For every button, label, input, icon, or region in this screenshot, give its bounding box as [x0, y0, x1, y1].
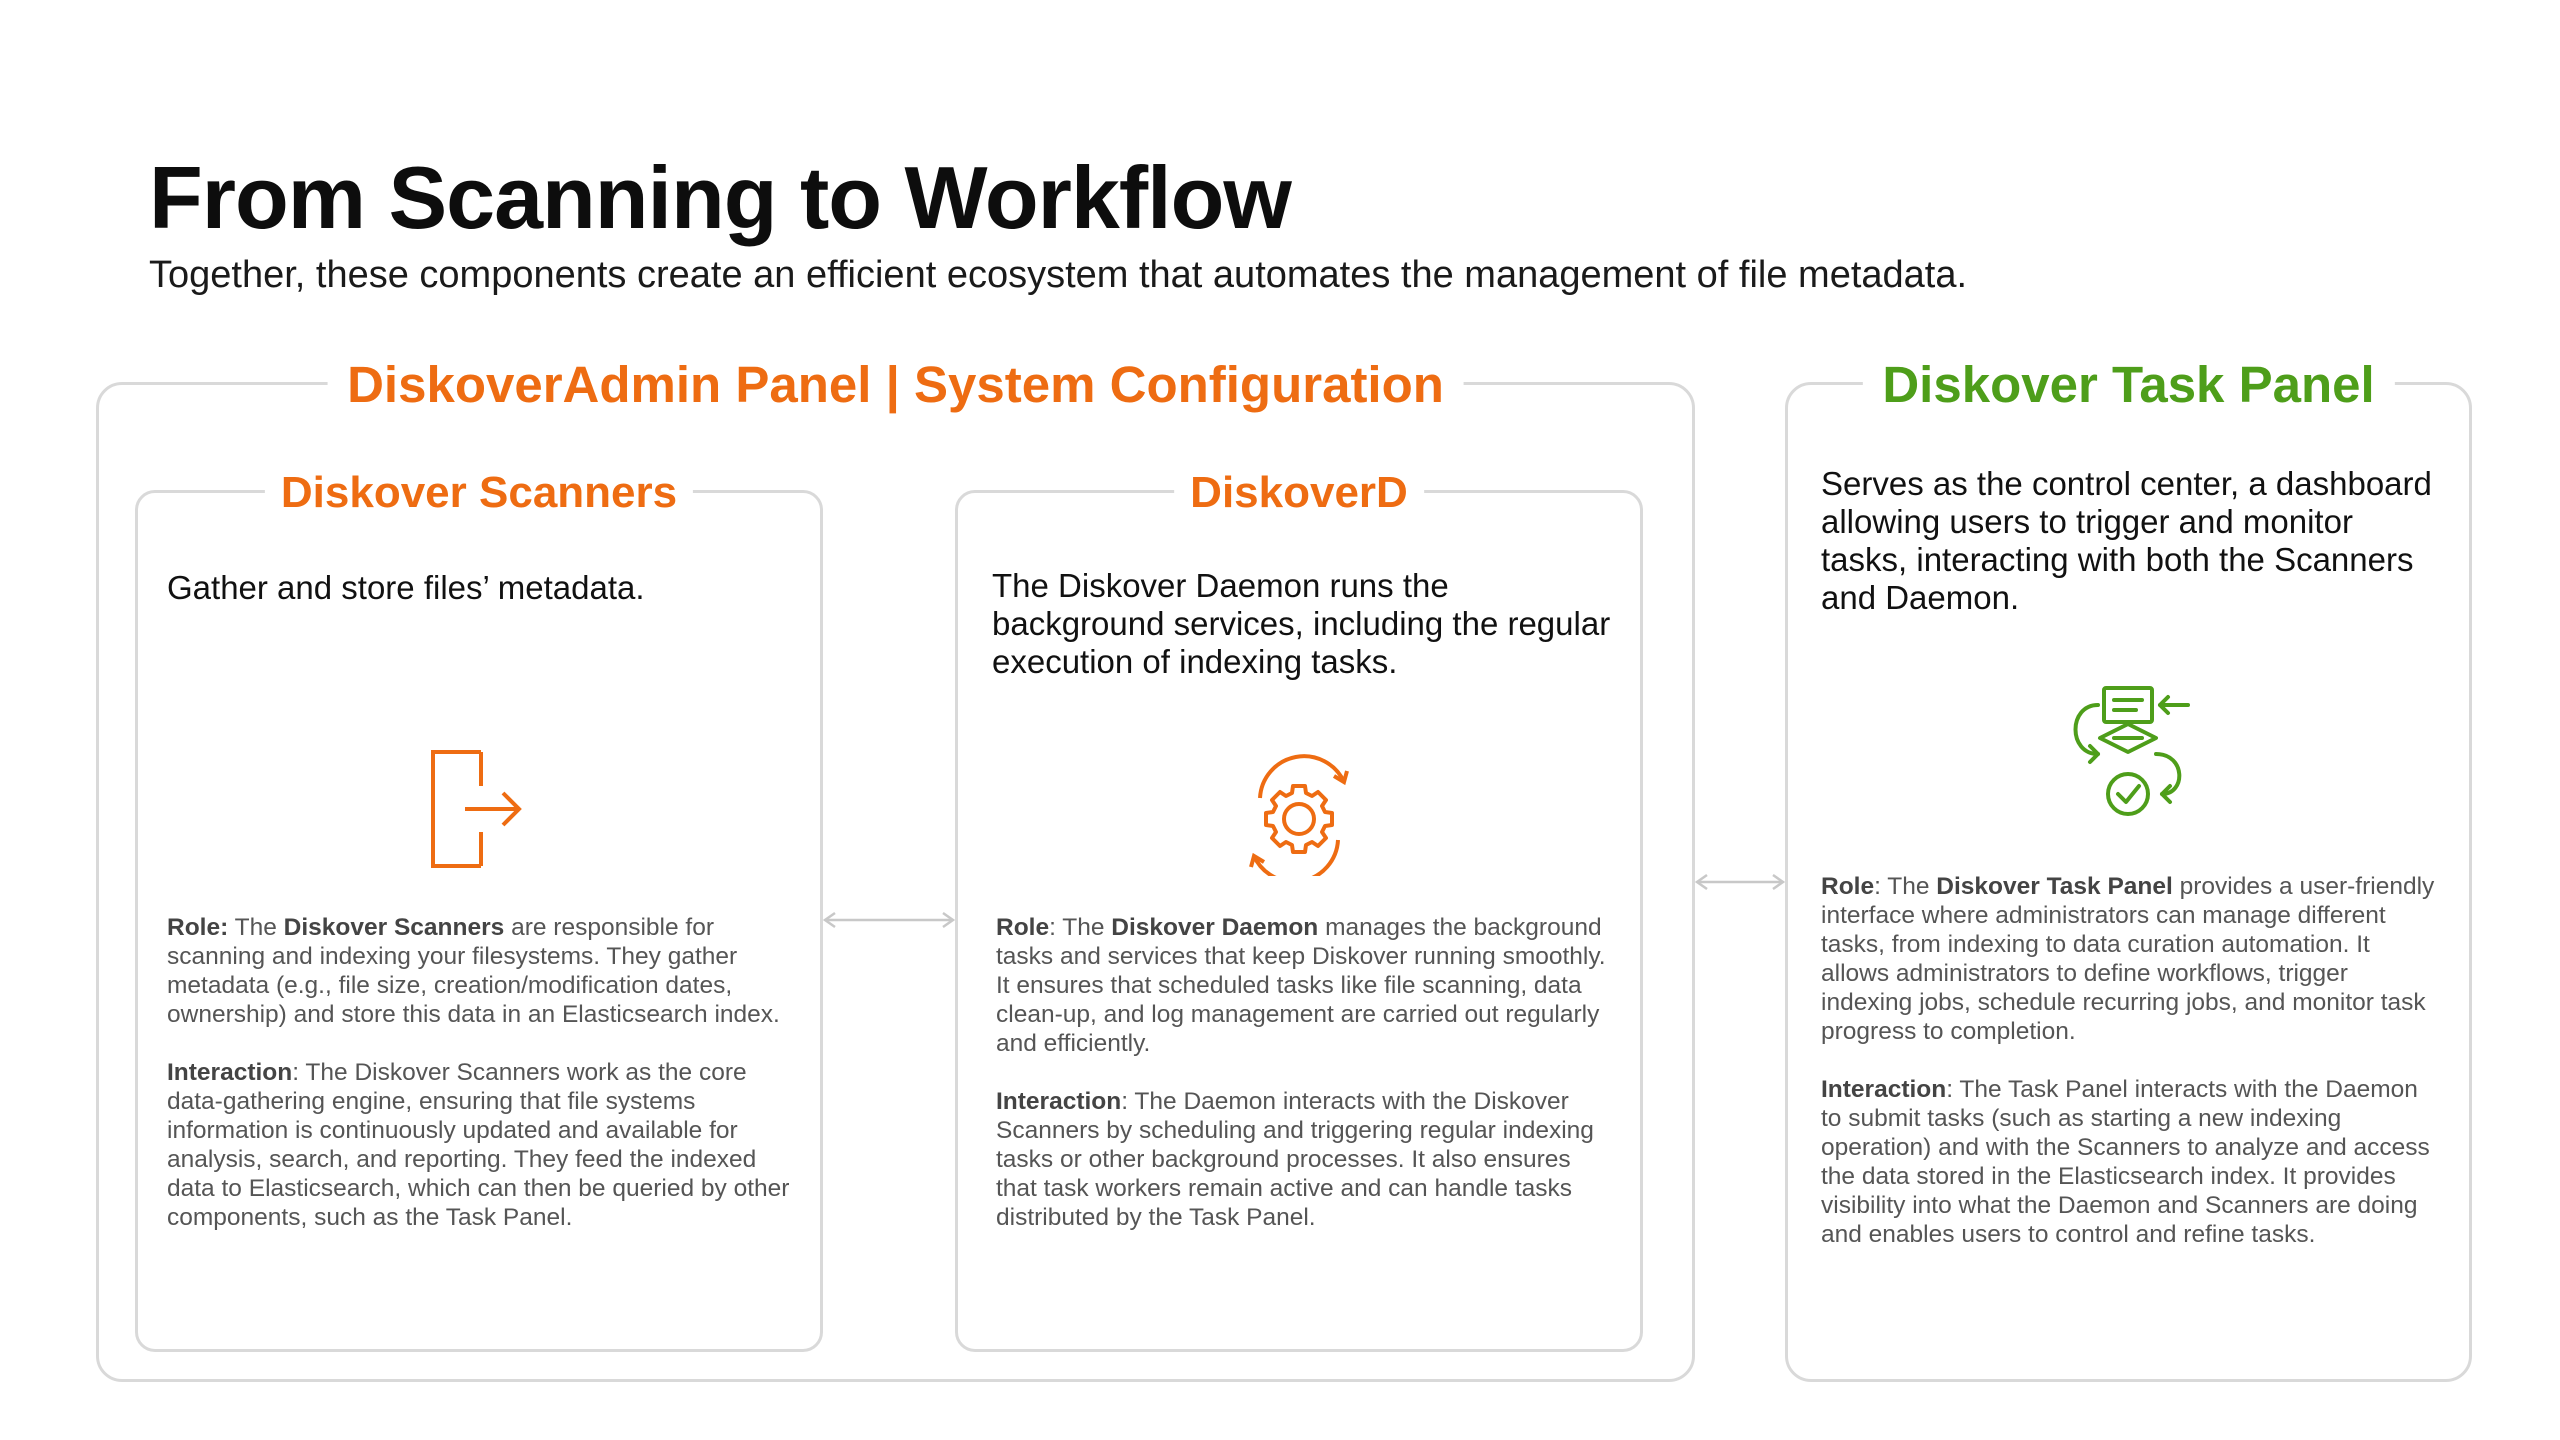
daemon-lead: The Diskover Daemon runs the background services, including the regular execution of indexing tasks.: [992, 567, 1611, 680]
daemon-interaction-label: Interaction: [996, 1088, 1122, 1115]
daemon-role: [996, 913, 1616, 1058]
scanners-title: Diskover Scanners: [265, 466, 693, 520]
daemon-title: DiskoverD: [1174, 466, 1424, 520]
task-panel-role-subject: Diskover Task Panel: [1936, 873, 2173, 900]
scanners-daemon-connector: [821, 911, 957, 934]
scanners-role-text: are responsible for scanning and indexing your filesystems. They gather metadata (e.g., file size, creation/modification dates, ownership) and store this data in an Elasticsearch index.: [167, 914, 780, 1028]
task-panel-title: Diskover Task Panel: [1862, 353, 2394, 417]
scanners-interaction: [167, 1058, 797, 1232]
daemon-interaction-text: : The Daemon interacts with the Diskover Scanners by scheduling and triggering regular indexing tasks or other background processes. It also ensures that task workers remain active and can handle tasks distributed by the Task Panel.: [996, 1088, 1594, 1231]
daemon-role-label: Role: [996, 914, 1050, 941]
gear-sync-icon: [1246, 740, 1352, 881]
scanners-role: [167, 913, 797, 1029]
daemon-role-text: manages the background tasks and services that keep Diskover running smoothly. It ensures that scheduled tasks like file scanning, data clean-up, and log management are carried out regularly and efficiently.: [996, 914, 1606, 1057]
scanners-card: [135, 468, 823, 1352]
task-panel-interaction: [1821, 1075, 2443, 1249]
task-panel-lead: Serves as the control center, a dashboard allowing users to trigger and monitor tasks, interacting with both the Scanners and Daemon.: [1821, 465, 2432, 616]
task-panel-role-pre: : The: [1874, 873, 1930, 900]
task-panel-role-text: provides a user-friendly interface where administrators can manage different tasks, from indexing to data curation automation. It allows administrators to define workflows, trigger indexing jobs, schedule recurring jobs, and monitor task progress to completion.: [1821, 873, 2435, 1045]
scanners-role-subject: Diskover Scanners: [283, 914, 505, 941]
scanners-interaction-text: : The Diskover Scanners work as the core data-gathering engine, ensuring that file systems information is continuously updated and available for analysis, search, and reporting. They feed the indexed data to Elasticsearch, which can then be queried by other components, such as the Task Panel.: [167, 1059, 790, 1231]
scanners-lead: Gather and store files’ metadata.: [167, 569, 645, 606]
admin-task-connector: [1693, 873, 1787, 896]
scanners-interaction-label: Interaction: [167, 1059, 293, 1086]
task-panel-role-label: Role: [1821, 873, 1875, 900]
task-panel-role: [1821, 872, 2443, 1046]
task-panel-interaction-label: Interaction: [1821, 1076, 1947, 1103]
admin-panel-title: DiskoverAdmin Panel | System Configuration: [327, 353, 1464, 417]
task-panel-interaction-text: : The Task Panel interacts with the Daemon to submit tasks (such as starting a new indexing operation) and with the Scanners to analyze and access the data stored in the Elasticsearch index. It provides visibility into what the Daemon and Scanners are doing and enables users to control and refine tasks.: [1821, 1076, 2430, 1248]
scanners-description: [167, 913, 797, 1232]
page-subtitle: Together, these components create an efficient ecosystem that automates the management of file metadata.: [149, 254, 1968, 296]
page-title: From Scanning to Workflow: [149, 148, 1291, 247]
sign-in-arrow-icon: [429, 748, 525, 875]
scanners-role-pre: The: [234, 914, 277, 941]
daemon-interaction: [996, 1087, 1616, 1232]
daemon-card: [955, 468, 1643, 1352]
scanners-role-label: Role:: [167, 914, 229, 941]
task-panel-description: [1821, 872, 2443, 1249]
daemon-role-subject: Diskover Daemon: [1111, 914, 1319, 941]
task-panel: [1785, 356, 2472, 1382]
workflow-icon: [2060, 682, 2200, 827]
daemon-description: [996, 913, 1616, 1232]
daemon-role-pre: : The: [1049, 914, 1105, 941]
